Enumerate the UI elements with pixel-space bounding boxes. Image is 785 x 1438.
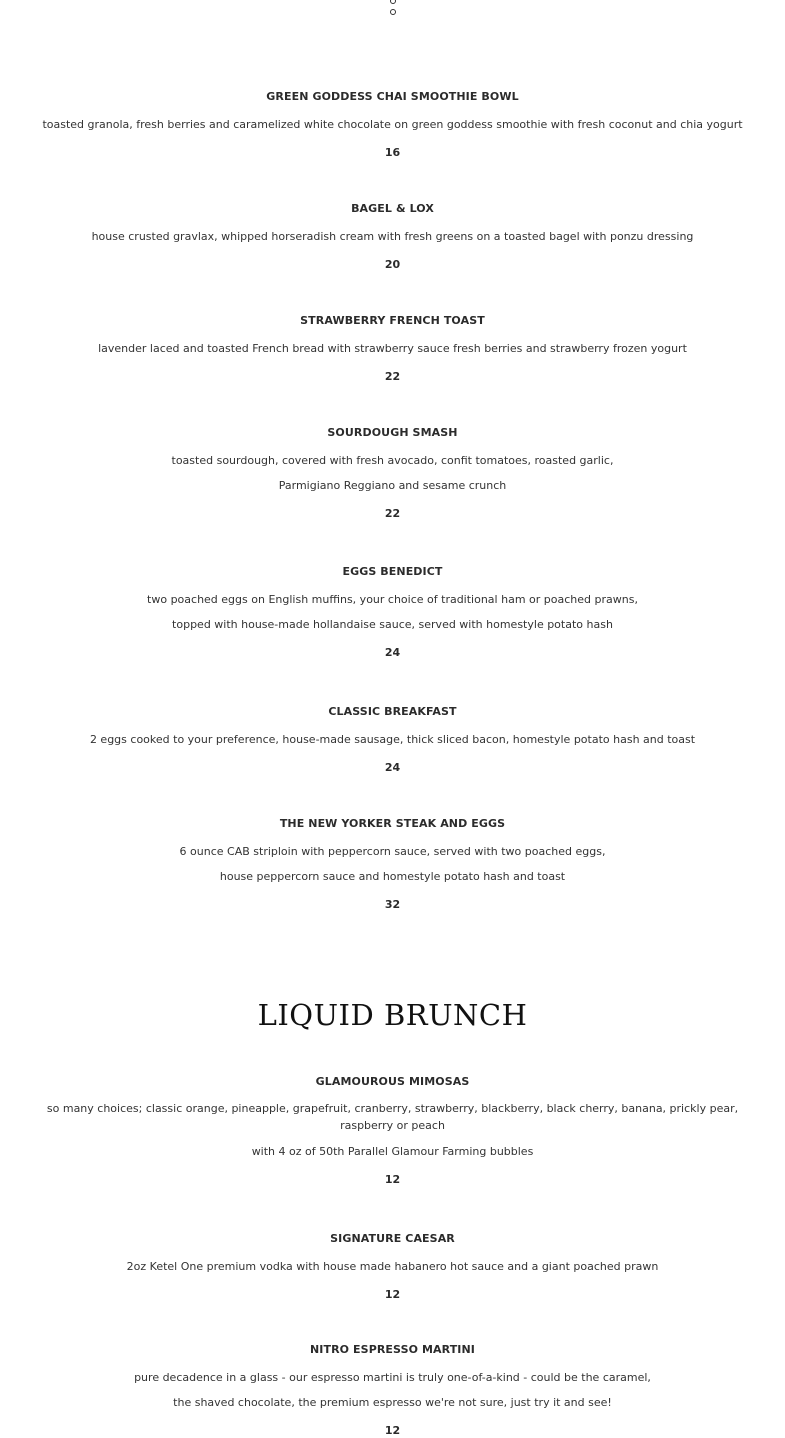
menu-item-green-goddess xyxy=(0,90,785,160)
item-price: 12 xyxy=(384,1424,401,1437)
item-name: BAGEL & LOX xyxy=(351,202,434,215)
item-description: toasted granola, fresh berries and caramelized white chocolate on green goddess smoothie with fresh coconut and chia yogurt xyxy=(42,118,743,131)
item-description: toasted sourdough, covered with fresh avocado, confit tomatoes, roasted garlic, xyxy=(171,454,614,467)
section-title-liquid-brunch: LIQUID BRUNCH xyxy=(257,998,528,1032)
item-name: SOURDOUGH SMASH xyxy=(327,426,458,439)
item-description: 2oz Ketel One premium vodka with house made habanero hot sauce and a giant poached prawn xyxy=(126,1260,659,1273)
menu-item-strawberry-french-toast xyxy=(0,314,785,384)
item-name: SIGNATURE CAESAR xyxy=(330,1232,455,1245)
item-description: house crusted gravlax, whipped horseradish cream with fresh greens on a toasted bagel with ponzu dressing xyxy=(91,230,694,243)
item-price: 12 xyxy=(384,1288,401,1301)
item-description: with 4 oz of 50th Parallel Glamour Farming bubbles xyxy=(251,1145,534,1158)
item-description: Parmigiano Reggiano and sesame crunch xyxy=(278,479,507,492)
menu-item-signature-caesar xyxy=(0,1232,785,1302)
menu-item-bagel-lox xyxy=(0,202,785,272)
menu-item-sourdough-smash xyxy=(0,426,785,521)
item-name: EGGS BENEDICT xyxy=(342,565,443,578)
menu-item-new-yorker-steak xyxy=(0,817,785,912)
item-description: so many choices; classic orange, pineapple, grapefruit, cranberry, strawberry, blackberry, black cherry, banana, prickly pear, raspberry or peach xyxy=(46,1102,739,1132)
menu-item-glamourous-mimosas xyxy=(0,1075,785,1187)
item-price: 12 xyxy=(384,1173,401,1186)
item-price: 24 xyxy=(384,646,401,659)
item-price: 22 xyxy=(384,507,401,520)
item-price: 16 xyxy=(384,146,401,159)
item-price: 24 xyxy=(384,761,401,774)
item-description: lavender laced and toasted French bread with strawberry sauce fresh berries and strawberry frozen yogurt xyxy=(98,342,687,355)
menu-item-eggs-benedict xyxy=(0,565,785,660)
item-name: GREEN GODDESS CHAI SMOOTHIE BOWL xyxy=(266,90,519,103)
item-description: the shaved chocolate, the premium espresso we're not sure, just try it and see! xyxy=(173,1396,612,1409)
decorative-ornament-icon xyxy=(0,0,785,20)
item-description: topped with house-made hollandaise sauce, served with homestyle potato hash xyxy=(172,618,613,631)
item-price: 32 xyxy=(384,898,401,911)
item-name: CLASSIC BREAKFAST xyxy=(328,705,457,718)
item-name: NITRO ESPRESSO MARTINI xyxy=(310,1343,475,1356)
item-name: STRAWBERRY FRENCH TOAST xyxy=(300,314,485,327)
item-price: 22 xyxy=(384,370,401,383)
menu-item-nitro-espresso-martini xyxy=(0,1343,785,1438)
item-price: 20 xyxy=(384,258,401,271)
item-description: two poached eggs on English muffins, your choice of traditional ham or poached prawns, xyxy=(147,593,638,606)
item-description: house peppercorn sauce and homestyle potato hash and toast xyxy=(219,870,566,883)
item-name: GLAMOUROUS MIMOSAS xyxy=(315,1075,470,1088)
item-description: pure decadence in a glass - our espresso martini is truly one-of-a-kind - could be the caramel, xyxy=(134,1371,651,1384)
item-description: 6 ounce CAB striploin with peppercorn sauce, served with two poached eggs, xyxy=(179,845,606,858)
item-name: THE NEW YORKER STEAK AND EGGS xyxy=(279,817,506,830)
item-description: 2 eggs cooked to your preference, house-made sausage, thick sliced bacon, homestyle potato hash and toast xyxy=(89,733,696,746)
menu-item-classic-breakfast xyxy=(0,705,785,775)
